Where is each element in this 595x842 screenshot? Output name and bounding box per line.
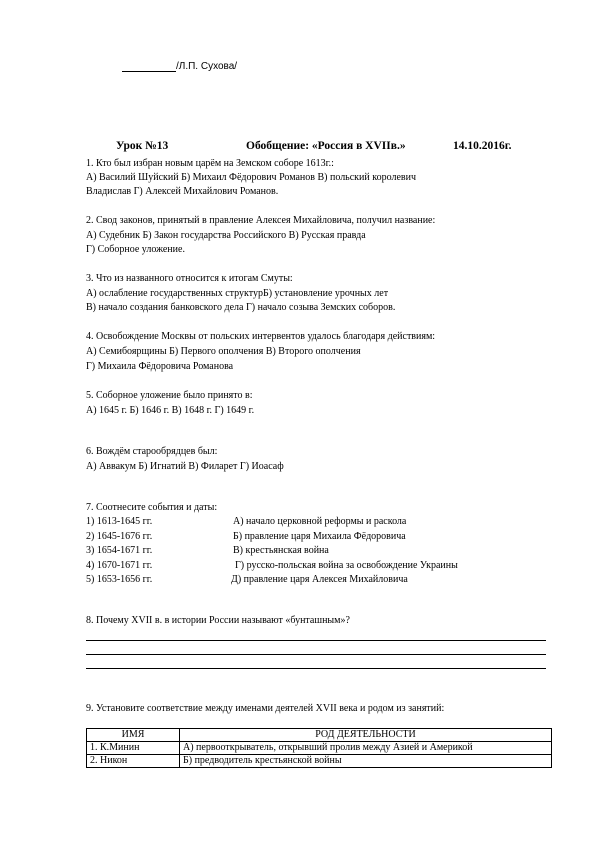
- table-row: [87, 755, 552, 768]
- table-header-occupation: РОД ДЕЯТЕЛЬНОСТИ: [180, 729, 552, 742]
- answer-line-1: [86, 640, 546, 641]
- q7-date-2: 2) 1645-1676 гг.: [86, 531, 153, 542]
- question-2-options-1: А) Судебник Б) Закон государства Российского В) Русская правда: [86, 230, 366, 241]
- table-header-row: [87, 729, 552, 742]
- matching-table: [86, 728, 552, 768]
- question-8: 8. Почему XVII в. в истории России называют «бунташным»?: [86, 615, 350, 626]
- question-3-options-1: А) ослабление государственных структурБ) установление урочных лет: [86, 288, 389, 299]
- answer-line-3: [86, 668, 546, 669]
- lesson-topic: Обобщение: «Россия в XVIIв.»: [246, 140, 406, 152]
- answer-line-2: [86, 654, 546, 655]
- question-4: 4. Освобождение Москвы от польских интервентов удалось благодаря действиям:: [86, 331, 436, 342]
- table-row: [87, 742, 552, 755]
- q7-event-b: Б) правление царя Михаила Фёдоровича: [233, 531, 406, 542]
- q7-date-5: 5) 1653-1656 гг.: [86, 574, 153, 585]
- question-1: 1. Кто был избран новым царём на Земском соборе 1613г.:: [86, 158, 334, 169]
- question-3-options-2: В) начало создания банковского дела Г) начало созыва Земских соборов.: [86, 302, 396, 313]
- question-1-options-1: А) Василий Шуйский Б) Михаил Фёдорович Романов В) польский королевич: [86, 172, 416, 183]
- lesson-number: Урок №13: [116, 140, 169, 152]
- table-cell-occupation: А) первооткрыватель, открывший пролив между Азией и Америкой: [180, 742, 552, 755]
- q7-date-4: 4) 1670-1671 гг.: [86, 560, 153, 571]
- question-5: 5. Соборное уложение было принято в:: [86, 390, 253, 401]
- table-cell-name: 1. К.Минин: [87, 742, 180, 755]
- question-7: 7. Соотнесите события и даты:: [86, 502, 218, 513]
- q7-date-1: 1) 1613-1645 гг.: [86, 516, 153, 527]
- table-header-name: ИМЯ: [87, 729, 180, 742]
- lesson-date: 14.10.2016г.: [453, 140, 512, 152]
- question-6-options: А) Аввакум Б) Игнатий В) Филарет Г) Иоасаф: [86, 461, 284, 472]
- question-3: 3. Что из названного относится к итогам Смуты:: [86, 273, 293, 284]
- question-9: 9. Установите соответствие между именами деятелей XVII века и родом из занятий:: [86, 703, 445, 714]
- signature-blank-line: [122, 71, 176, 72]
- q7-event-e: Д) правление царя Алексея Михайловича: [231, 574, 408, 585]
- question-2: 2. Свод законов, принятый в правление Алексея Михайловича, получил название:: [86, 215, 436, 226]
- q7-event-c: В) крестьянская война: [233, 545, 329, 556]
- question-2-options-2: Г) Соборное уложение.: [86, 244, 185, 255]
- table-cell-occupation: Б) предводитель крестьянской войны: [180, 755, 552, 768]
- question-4-options-2: Г) Михаила Фёдоровича Романова: [86, 361, 234, 372]
- question-6: 6. Вождём старообрядцев был:: [86, 446, 218, 457]
- signature: /Л.П. Сухова/: [176, 61, 238, 72]
- question-4-options-1: А) Семибоярщины Б) Первого ополчения В) Второго ополчения: [86, 346, 361, 357]
- q7-event-d: Г) русско-польская война за освобождение Украины: [235, 560, 458, 571]
- q7-event-a: А) начало церковной реформы и раскола: [233, 516, 407, 527]
- question-1-options-2: Владислав Г) Алексей Михайлович Романов.: [86, 186, 279, 197]
- q7-date-3: 3) 1654-1671 гг.: [86, 545, 153, 556]
- question-5-options: А) 1645 г. Б) 1646 г. В) 1648 г. Г) 1649 г.: [86, 405, 255, 416]
- table-cell-name: 2. Никон: [87, 755, 180, 768]
